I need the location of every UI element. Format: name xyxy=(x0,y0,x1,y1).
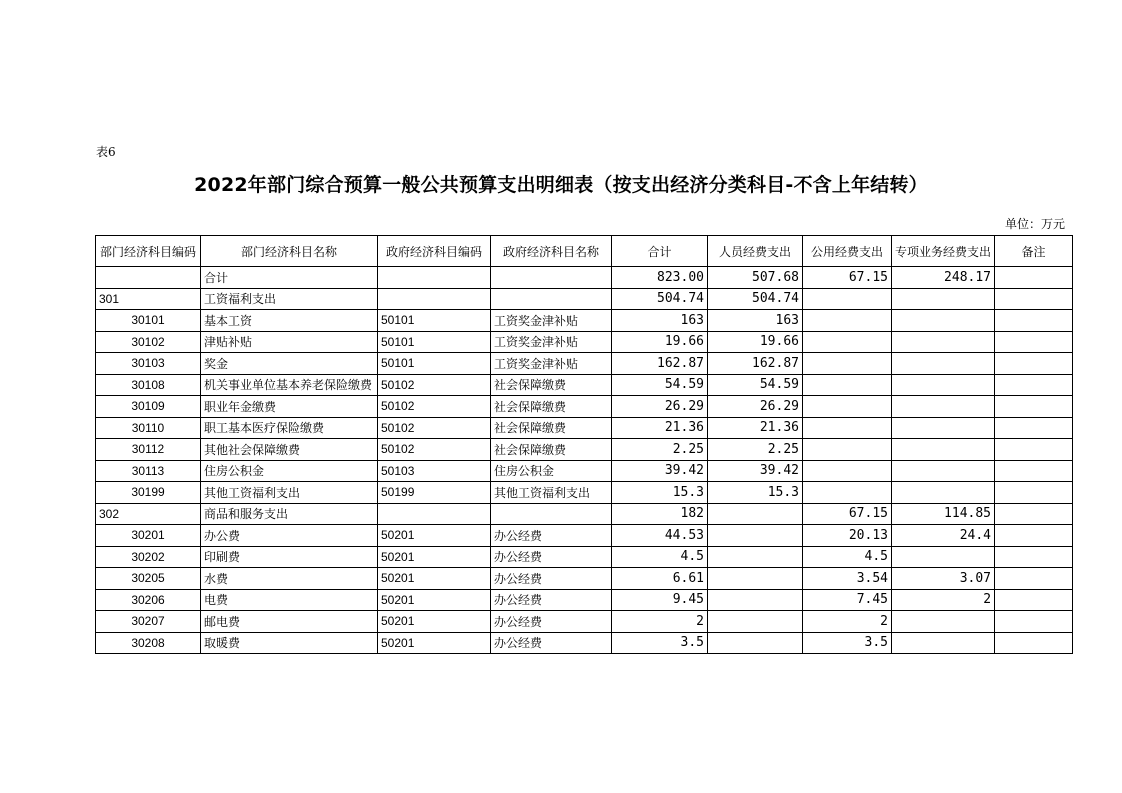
cell-public: 2 xyxy=(803,611,892,633)
cell-personnel xyxy=(708,611,803,633)
cell-special: 248.17 xyxy=(892,267,995,289)
cell-note xyxy=(995,439,1073,461)
table-row xyxy=(96,546,1073,568)
cell-gov-code: 50101 xyxy=(378,310,491,332)
cell-special xyxy=(892,632,995,654)
cell-public: 7.45 xyxy=(803,589,892,611)
cell-gov-name: 社会保障缴费 xyxy=(491,374,612,396)
cell-public: 3.54 xyxy=(803,568,892,590)
cell-gov-code: 50201 xyxy=(378,611,491,633)
cell-gov-code: 50201 xyxy=(378,632,491,654)
header-note: 备注 xyxy=(995,236,1073,267)
cell-note xyxy=(995,353,1073,375)
cell-total: 2.25 xyxy=(612,439,708,461)
cell-public xyxy=(803,374,892,396)
cell-gov-code: 50101 xyxy=(378,331,491,353)
cell-total: 163 xyxy=(612,310,708,332)
cell-gov-name: 工资奖金津补贴 xyxy=(491,353,612,375)
header-gov-code: 政府经济科目编码 xyxy=(378,236,491,267)
cell-total: 3.5 xyxy=(612,632,708,654)
cell-public xyxy=(803,482,892,504)
cell-public xyxy=(803,396,892,418)
header-total: 合计 xyxy=(612,236,708,267)
cell-dept-name: 印刷费 xyxy=(201,546,378,568)
cell-gov-name: 办公经费 xyxy=(491,611,612,633)
cell-total: 182 xyxy=(612,503,708,525)
cell-total: 2 xyxy=(612,611,708,633)
cell-gov-code: 50102 xyxy=(378,374,491,396)
cell-special xyxy=(892,546,995,568)
cell-dept-name: 办公费 xyxy=(201,525,378,547)
cell-dept-code: 30101 xyxy=(96,310,201,332)
cell-special xyxy=(892,417,995,439)
cell-total: 44.53 xyxy=(612,525,708,547)
cell-gov-name: 社会保障缴费 xyxy=(491,417,612,439)
table-row xyxy=(96,482,1073,504)
cell-total: 504.74 xyxy=(612,288,708,310)
cell-dept-name: 其他社会保障缴费 xyxy=(201,439,378,461)
cell-gov-code: 50102 xyxy=(378,396,491,418)
cell-special xyxy=(892,374,995,396)
cell-gov-name: 住房公积金 xyxy=(491,460,612,482)
cell-special xyxy=(892,310,995,332)
header-public: 公用经费支出 xyxy=(803,236,892,267)
cell-personnel xyxy=(708,525,803,547)
cell-gov-code: 50101 xyxy=(378,353,491,375)
cell-dept-name: 津贴补贴 xyxy=(201,331,378,353)
cell-gov-name: 办公经费 xyxy=(491,525,612,547)
cell-note xyxy=(995,589,1073,611)
cell-personnel xyxy=(708,503,803,525)
cell-dept-code: 30202 xyxy=(96,546,201,568)
cell-total: 54.59 xyxy=(612,374,708,396)
cell-dept-name: 职工基本医疗保险缴费 xyxy=(201,417,378,439)
cell-personnel: 162.87 xyxy=(708,353,803,375)
cell-gov-code: 50199 xyxy=(378,482,491,504)
cell-special xyxy=(892,439,995,461)
table-row xyxy=(96,589,1073,611)
cell-gov-name: 办公经费 xyxy=(491,589,612,611)
cell-dept-name: 职业年金缴费 xyxy=(201,396,378,418)
cell-gov-code xyxy=(378,503,491,525)
table-row xyxy=(96,611,1073,633)
cell-gov-name xyxy=(491,267,612,289)
cell-personnel xyxy=(708,546,803,568)
cell-total: 6.61 xyxy=(612,568,708,590)
table-row xyxy=(96,310,1073,332)
cell-personnel: 507.68 xyxy=(708,267,803,289)
cell-dept-code: 30108 xyxy=(96,374,201,396)
cell-gov-name: 社会保障缴费 xyxy=(491,439,612,461)
cell-dept-code: 301 xyxy=(96,288,201,310)
cell-gov-code: 50201 xyxy=(378,525,491,547)
cell-gov-code xyxy=(378,288,491,310)
cell-public xyxy=(803,417,892,439)
cell-total: 39.42 xyxy=(612,460,708,482)
cell-dept-code: 30208 xyxy=(96,632,201,654)
cell-public xyxy=(803,439,892,461)
cell-dept-code: 30102 xyxy=(96,331,201,353)
cell-personnel: 21.36 xyxy=(708,417,803,439)
cell-gov-name: 工资奖金津补贴 xyxy=(491,331,612,353)
table-row xyxy=(96,460,1073,482)
cell-total: 823.00 xyxy=(612,267,708,289)
table-row xyxy=(96,267,1073,289)
cell-note xyxy=(995,460,1073,482)
cell-gov-name: 办公经费 xyxy=(491,632,612,654)
cell-public xyxy=(803,310,892,332)
cell-gov-name: 办公经费 xyxy=(491,546,612,568)
cell-special xyxy=(892,460,995,482)
header-dept-name: 部门经济科目名称 xyxy=(201,236,378,267)
cell-total: 9.45 xyxy=(612,589,708,611)
table-row xyxy=(96,374,1073,396)
cell-dept-name: 机关事业单位基本养老保险缴费 xyxy=(201,374,378,396)
cell-dept-name: 其他工资福利支出 xyxy=(201,482,378,504)
cell-special xyxy=(892,611,995,633)
cell-public xyxy=(803,353,892,375)
cell-dept-code: 30199 xyxy=(96,482,201,504)
cell-note xyxy=(995,267,1073,289)
cell-note xyxy=(995,611,1073,633)
cell-gov-code: 50102 xyxy=(378,439,491,461)
table-row xyxy=(96,288,1073,310)
cell-total: 21.36 xyxy=(612,417,708,439)
table-row xyxy=(96,632,1073,654)
cell-gov-name xyxy=(491,288,612,310)
cell-public xyxy=(803,288,892,310)
cell-total: 26.29 xyxy=(612,396,708,418)
cell-special: 24.4 xyxy=(892,525,995,547)
cell-gov-name: 工资奖金津补贴 xyxy=(491,310,612,332)
table-row xyxy=(96,331,1073,353)
cell-gov-code: 50102 xyxy=(378,417,491,439)
cell-personnel: 163 xyxy=(708,310,803,332)
cell-dept-name: 住房公积金 xyxy=(201,460,378,482)
cell-note xyxy=(995,310,1073,332)
cell-dept-code: 30205 xyxy=(96,568,201,590)
cell-total: 19.66 xyxy=(612,331,708,353)
cell-gov-name: 办公经费 xyxy=(491,568,612,590)
cell-dept-code: 30112 xyxy=(96,439,201,461)
cell-special: 3.07 xyxy=(892,568,995,590)
table-row xyxy=(96,525,1073,547)
cell-dept-name: 工资福利支出 xyxy=(201,288,378,310)
cell-personnel: 54.59 xyxy=(708,374,803,396)
cell-note xyxy=(995,396,1073,418)
cell-public: 3.5 xyxy=(803,632,892,654)
cell-dept-code: 30110 xyxy=(96,417,201,439)
cell-dept-name: 奖金 xyxy=(201,353,378,375)
cell-special: 114.85 xyxy=(892,503,995,525)
cell-gov-name: 社会保障缴费 xyxy=(491,396,612,418)
cell-note xyxy=(995,374,1073,396)
cell-dept-code: 30103 xyxy=(96,353,201,375)
cell-total: 15.3 xyxy=(612,482,708,504)
cell-personnel xyxy=(708,589,803,611)
cell-public xyxy=(803,331,892,353)
cell-note xyxy=(995,568,1073,590)
table-row xyxy=(96,396,1073,418)
cell-dept-code: 30109 xyxy=(96,396,201,418)
cell-gov-code: 50201 xyxy=(378,568,491,590)
cell-special xyxy=(892,353,995,375)
cell-dept-code: 30207 xyxy=(96,611,201,633)
cell-personnel: 19.66 xyxy=(708,331,803,353)
cell-gov-code: 50201 xyxy=(378,589,491,611)
cell-note xyxy=(995,482,1073,504)
cell-note xyxy=(995,525,1073,547)
table-body xyxy=(96,236,1073,654)
cell-personnel: 2.25 xyxy=(708,439,803,461)
cell-dept-name: 商品和服务支出 xyxy=(201,503,378,525)
cell-public: 67.15 xyxy=(803,267,892,289)
table-row xyxy=(96,503,1073,525)
cell-public: 67.15 xyxy=(803,503,892,525)
cell-note xyxy=(995,331,1073,353)
cell-total: 4.5 xyxy=(612,546,708,568)
budget-table xyxy=(95,235,1073,654)
cell-personnel: 26.29 xyxy=(708,396,803,418)
cell-special xyxy=(892,482,995,504)
cell-special xyxy=(892,331,995,353)
page-title: 2022年部门综合预算一般公共预算支出明细表（按支出经济分类科目-不含上年结转） xyxy=(194,174,928,196)
table-row xyxy=(96,439,1073,461)
table-row xyxy=(96,568,1073,590)
table-row xyxy=(96,417,1073,439)
cell-dept-code: 30206 xyxy=(96,589,201,611)
cell-personnel xyxy=(708,632,803,654)
cell-dept-name: 合计 xyxy=(201,267,378,289)
header-gov-name: 政府经济科目名称 xyxy=(491,236,612,267)
cell-personnel: 504.74 xyxy=(708,288,803,310)
cell-note xyxy=(995,546,1073,568)
cell-dept-name: 电费 xyxy=(201,589,378,611)
cell-gov-code xyxy=(378,267,491,289)
cell-gov-code: 50201 xyxy=(378,546,491,568)
table-header-row xyxy=(96,236,1073,267)
header-dept-code: 部门经济科目编码 xyxy=(96,236,201,267)
cell-dept-code: 30113 xyxy=(96,460,201,482)
cell-personnel: 15.3 xyxy=(708,482,803,504)
cell-dept-name: 邮电费 xyxy=(201,611,378,633)
cell-special xyxy=(892,288,995,310)
cell-dept-name: 基本工资 xyxy=(201,310,378,332)
cell-public xyxy=(803,460,892,482)
cell-personnel xyxy=(708,568,803,590)
cell-gov-code: 50103 xyxy=(378,460,491,482)
cell-special xyxy=(892,396,995,418)
cell-public: 20.13 xyxy=(803,525,892,547)
cell-gov-name xyxy=(491,503,612,525)
cell-gov-name: 其他工资福利支出 xyxy=(491,482,612,504)
cell-note xyxy=(995,503,1073,525)
cell-special: 2 xyxy=(892,589,995,611)
cell-dept-name: 水费 xyxy=(201,568,378,590)
cell-dept-code: 302 xyxy=(96,503,201,525)
cell-total: 162.87 xyxy=(612,353,708,375)
table-number: 表6 xyxy=(96,145,116,159)
cell-note xyxy=(995,417,1073,439)
cell-dept-code: 30201 xyxy=(96,525,201,547)
cell-dept-name: 取暖费 xyxy=(201,632,378,654)
cell-dept-code xyxy=(96,267,201,289)
cell-note xyxy=(995,288,1073,310)
table-row xyxy=(96,353,1073,375)
cell-personnel: 39.42 xyxy=(708,460,803,482)
header-personnel: 人员经费支出 xyxy=(708,236,803,267)
cell-public: 4.5 xyxy=(803,546,892,568)
cell-note xyxy=(995,632,1073,654)
header-special: 专项业务经费支出 xyxy=(892,236,995,267)
unit-label: 单位：万元 xyxy=(1004,217,1065,231)
